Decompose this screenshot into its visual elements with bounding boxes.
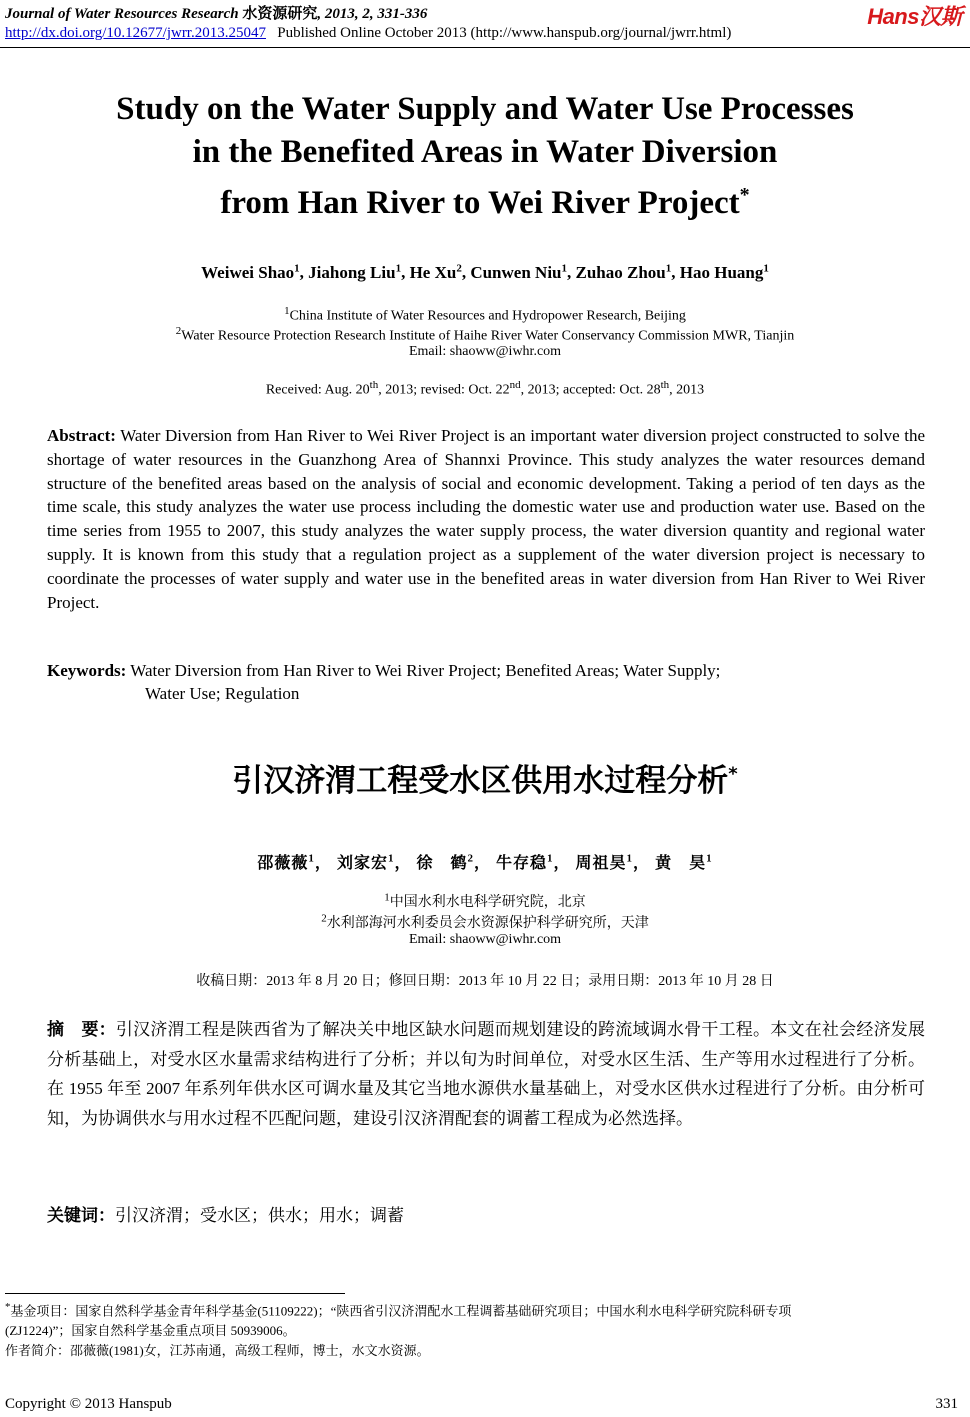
author-cn: 周祖昊$^1$ <box>575 852 634 872</box>
author-list-cn: 邵薇薇$^1$， 刘家宏$^1$， 徐 鹤$^2$， 牛存稳$^1$， 周祖昊$^1$， 黄 昊$^1$ <box>257 852 713 872</box>
abstract-cn <box>47 1015 925 1133</box>
title-footnote-mark: * <box>739 184 750 206</box>
title-line-3: from Han River to Wei River Project* <box>220 184 750 221</box>
title-line-1: Study on the Water Supply and Water Use Processes <box>116 91 854 127</box>
journal-name-cn: 水资源研究 <box>242 6 318 22</box>
email-cn: Email: shaoww@iwhr.com <box>408 932 562 947</box>
published-online: Published Online October 2013 (http://www.hanspub.org/journal/jwrr.html) <box>277 25 732 41</box>
keywords: Keywords: Water Diversion from Han River to Wei River Project; Benefited Areas; Water Supply; Water Use; Regulation <box>47 661 721 703</box>
footnote-author-bio: 作者简介：邵薇薇(1981)女，江苏南通，高级工程师，博士，水文水资源。 <box>5 1343 430 1359</box>
doi-line <box>5 25 731 42</box>
abstract-cn-text: 引汉济渭工程是陕西省为了解决关中地区缺水问题而规划建设的跨流域调水骨干工程。本文在社会经济发展分析基础上，对受水区水量需求结构进行了分析；并以旬为时间单位，对受水区生活、生产等用水过程进行了分析。在 1955 年至 2007 年系列年供水区可调水量及其它当地水源供水量基础上，对受水区供水过程进行了分析。由分析可知，为协调供水与用水过程不匹配问题，建设引汉济渭配套的调蓄工程成为必然选择。 <box>47 1020 926 1128</box>
journal-volume: , 2013, 2, 331-336 <box>317 6 428 22</box>
paper-title <box>0 88 970 225</box>
header-divider <box>0 47 970 48</box>
affiliation-cn-2: $^2$水利部海河水利委员会水资源保护科学研究所，天津 <box>321 912 649 931</box>
author: Zuhao Zhou$^1$ <box>575 262 672 282</box>
author-cn: 徐 鹤$^2$ <box>416 852 474 872</box>
author: Hao Huang$^1$ <box>679 262 769 282</box>
author: He Xu$^2$ <box>409 262 462 282</box>
abstract <box>47 424 925 614</box>
abstract-cn-label: 摘 要： <box>47 1020 116 1039</box>
page-number: 331 <box>935 1396 958 1412</box>
author-list: Weiwei Shao$^1$, Jiahong Liu$^1$, He Xu$^2$, Cunwen Niu$^1$, Zuhao Zhou$^1$, Hao Huang$^1$ <box>201 262 769 282</box>
paper-title-cn: 引汉济渭工程受水区供用水过程分析* <box>232 763 738 799</box>
footnote-divider <box>5 1293 345 1294</box>
hans-logo: Hans汉斯 <box>867 4 962 29</box>
abstract-text: Water Diversion from Han River to Wei River Project is an important water diversion project constructed to solve the shortage of water resources in the Guanzhong Area of Shannxi Province. This study analyzes the water resources demand structure of the benefited areas based on the analysis of social and economic development. Taking a period of ten days as the time scale, this study analyzes the water use process including the domestic water use and production water use. Based on the time series from 1955 to 2007, this study analyzes the water supply process, the water diversion quantity and regional water supply. It is known from this study that a regulation project as a supplement of the water diversion project is necessary to coordinate the processes of water supply and water use in the benefited areas in water diversion from Han River to Wei River Project. <box>47 426 925 612</box>
keywords-cn-label: 关键词： <box>47 1206 115 1225</box>
author-cn: 黄 昊$^1$ <box>655 852 713 872</box>
author: Cunwen Niu$^1$ <box>470 262 567 282</box>
journal-header <box>5 2 427 23</box>
author-cn: 刘家宏$^1$ <box>336 852 395 872</box>
email: Email: shaoww@iwhr.com <box>408 344 562 359</box>
copyright: Copyright © 2013 Hanspub <box>5 1396 172 1412</box>
affiliation-cn-1: $^1$中国水利水电科学研究院，北京 <box>384 891 586 910</box>
journal-name: Journal of Water Resources Research <box>5 6 239 22</box>
received-dates-cn: 收稿日期：2013 年 8 月 20 日；修回日期：2013 年 10 月 22 日；录用日期：2013 年 10 月 28 日 <box>196 974 774 989</box>
author-cn: 牛存稳$^1$ <box>496 852 554 872</box>
keywords-cn: 关键词：引汉济渭；受水区；供水；用水；调蓄 <box>47 1206 404 1225</box>
received-dates: Received: Aug. 20th, 2013; revised: Oct. 22nd, 2013; accepted: Oct. 28th, 2013 <box>265 379 705 398</box>
doi-link[interactable]: http://dx.doi.org/10.12677/jwrr.2013.25047 <box>5 25 266 41</box>
affiliation-2: $^2$Water Resource Protection Research Institute of Haihe River Water Conservancy Commission MWR, Tianjin <box>175 325 795 344</box>
author-cn: 邵薇薇$^1$ <box>257 852 315 872</box>
title-line-2: in the Benefited Areas in Water Diversion <box>192 134 778 170</box>
author: Jiahong Liu$^1$ <box>308 262 402 282</box>
affiliation-1: $^1$China Institute of Water Resources and Hydropower Research, Beijing <box>284 305 686 324</box>
author: Weiwei Shao$^1$ <box>201 262 300 282</box>
footnote-funding: *基金项目：国家自然科学基金青年科学基金(51109222)；“陕西省引汉济渭配水工程调蓄基础研究项目；中国水利水电科学研究院科研专项 (ZJ1224)”；国家自然科学基金重点项目 50939006。 作者简介：邵薇薇(1981)女，江苏南通，高级工程师，博士，水文水资源。 <box>5 1297 965 1361</box>
keywords-label: Keywords: <box>47 661 127 680</box>
abstract-label: Abstract: <box>47 426 116 445</box>
